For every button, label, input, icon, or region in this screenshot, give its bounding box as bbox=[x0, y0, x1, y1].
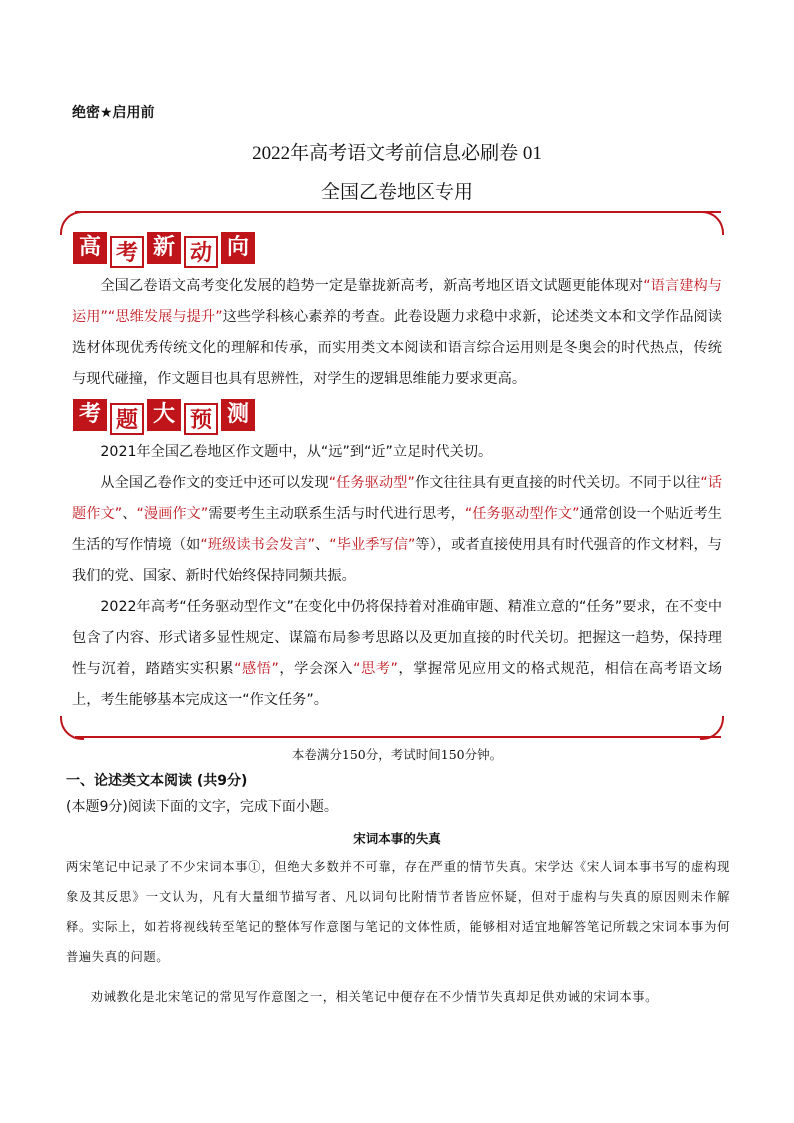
banner-char: 测 bbox=[221, 399, 255, 431]
frame-bottom-line bbox=[75, 736, 721, 738]
banner-char: 考 bbox=[110, 236, 144, 268]
page-title: 2022年高考语文考前信息必刷卷 01 bbox=[252, 143, 542, 164]
banner-char: 题 bbox=[110, 403, 144, 435]
banner-exam-prediction bbox=[73, 399, 255, 435]
trend-paragraph: 全国乙卷语文高考变化发展的趋势一定是靠拢新高考，新高考地区语文试题更能体现对“语言建构与运用”“思维发展与提升”这些学科核心素养的考查。此卷设题力求稳中求新，论述类文本和文学作品阅读选材体现优秀传统文化的理解和传承，而实用类文本阅读和语言综合运用则是冬奥会的时代热点，传统与现代碰撞，作文题目也具有思辨性，对学生的逻辑思维能力要求更高。 bbox=[72, 278, 722, 387]
prediction-paragraph-2: 从全国乙卷作文的变迁中还可以发现“任务驱动型”作文往往具有更直接的时代关切。不同于以往“话题作文”、“漫画作文”需要考生主动联系生活与时代进行思考，“任务驱动型作文”通常创设一个贴近考生生活的写作情境（如“班级读书会发言”、“毕业季写信”等），或者直接使用具有时代强音的作文材料，与我们的党、国家、新时代始终保持同频共振。 bbox=[72, 475, 722, 584]
passage-paragraph-2: 劝诫教化是北宋笔记的常见写作意图之一，相关笔记中便存在不少情节失真却足供劝诫的宋词本事。 bbox=[90, 990, 659, 1004]
prediction-paragraph-3: 2022年高考“任务驱动型作文”在变化中仍将保持着对准确审题、精准立意的“任务”要求，在不变中包含了内容、形式诸多显性规定、谋篇布局参考思路以及更加直接的时代关切。把握这一趋势，保持理性与沉着，踏踏实实积累“感悟”，学会深入“思考”，掌握常见应用文的格式规范，相信在高考语文场上，考生能够基本完成这一“作文任务”。 bbox=[72, 599, 723, 708]
confidential-label: 绝密★启用前 bbox=[72, 105, 155, 121]
passage-paragraph-1: 两宋笔记中记录了不少宋词本事①，但绝大多数并不可靠，存在严重的情节失真。宋学达《宋人词本事书写的虚构现象及其反思》一文认为，凡有大量细节描写者、凡以词句比附情节者皆应怀疑，但对于虚构与失真的原因则未作解释。实际上，如若将视线转至笔记的整体写作意图与笔记的文体性质，能够相对适宜地解答笔记所载之宋词本事为何普遍失真的问题。 bbox=[66, 860, 730, 964]
banner-gaokao-trends bbox=[73, 232, 255, 268]
frame-top-line bbox=[75, 211, 721, 213]
banner-char: 大 bbox=[147, 399, 181, 431]
banner-char: 考 bbox=[73, 399, 107, 431]
banner-char: 高 bbox=[73, 232, 107, 264]
banner-char: 预 bbox=[184, 403, 218, 435]
banner-char: 动 bbox=[184, 236, 218, 268]
frame-bottom-left-curve bbox=[60, 716, 84, 740]
passage-title: 宋词本事的失真 bbox=[353, 831, 441, 846]
banner-char: 新 bbox=[147, 232, 181, 264]
exam-info: 本卷满分150分，考试时间150分钟。 bbox=[291, 747, 503, 762]
prediction-paragraph-1: 2021年全国乙卷地区作文题中，从“远”到“近”立足时代关切。 bbox=[100, 444, 493, 460]
page-subtitle: 全国乙卷地区专用 bbox=[320, 181, 473, 203]
section-instruction: (本题9分)阅读下面的文字，完成下面小题。 bbox=[66, 799, 338, 815]
frame-top-right-curve bbox=[700, 211, 724, 235]
banner-char: 向 bbox=[221, 232, 255, 264]
section-heading: 一、论述类文本阅读 (共9分) bbox=[66, 773, 248, 789]
